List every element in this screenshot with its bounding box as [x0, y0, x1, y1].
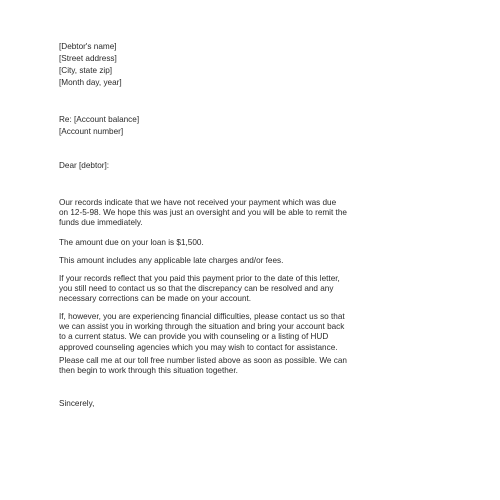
- paragraph-line: then begin to work through this situation together.: [59, 366, 238, 376]
- salutation: [59, 160, 109, 172]
- paragraph-line: we can assist you in working through the situation and bring your account back: [59, 322, 345, 332]
- paragraph-line: Our records indicate that we have not received your payment which was due: [59, 198, 337, 207]
- paragraph-line: Please call me at our toll free number listed above as soon as possible. We can: [59, 356, 347, 365]
- paragraph-line: you still need to contact us so that the discrepancy can be resolved and any: [59, 284, 334, 294]
- closing: [59, 398, 94, 410]
- paragraph-line: This amount includes any applicable late charges and/or fees.: [59, 256, 284, 265]
- letter-date: [Month day, year]: [59, 78, 122, 87]
- paragraph-amount-due: [59, 238, 437, 248]
- salutation-text: Dear [debtor]:: [59, 161, 110, 170]
- paragraph-line: on 12-5-98. We hope this was just an oversight and you will be able to remit the: [59, 208, 347, 218]
- paragraph-late-charges: [59, 256, 437, 266]
- paragraph-line: to a current status. We can provide you with counseling or a listing of HUD: [59, 332, 329, 342]
- paragraph-line: necessary corrections can be made on your account.: [59, 294, 252, 304]
- city-state-zip: [City, state zip]: [59, 66, 113, 75]
- street-address: [Street address]: [59, 54, 117, 63]
- debtor-address-block: [59, 41, 122, 89]
- paragraph-payment-due: [59, 198, 437, 229]
- paragraph-line: funds due immediately.: [59, 218, 143, 228]
- paragraph-line: If your records reflect that you paid this payment prior to the date of this letter,: [59, 274, 340, 283]
- paragraph-records-reflect: [59, 274, 437, 305]
- debtor-name: [Debtor's name]: [59, 42, 117, 51]
- paragraph-financial-difficulties: [59, 312, 437, 353]
- paragraph-line: If, however, you are experiencing financial difficulties, please contact us so that: [59, 312, 345, 321]
- reference-account-number: [Account number]: [59, 127, 124, 136]
- paragraph-line: The amount due on your loan is $1,500.: [59, 238, 204, 247]
- closing-text: Sincerely,: [59, 399, 95, 408]
- paragraph-line: approved counseling agencies which you may wish to contact for assistance.: [59, 342, 338, 352]
- paragraph-call-us: [59, 356, 437, 376]
- reference-balance: Re: [Account balance]: [59, 115, 140, 124]
- reference-block: [59, 114, 139, 138]
